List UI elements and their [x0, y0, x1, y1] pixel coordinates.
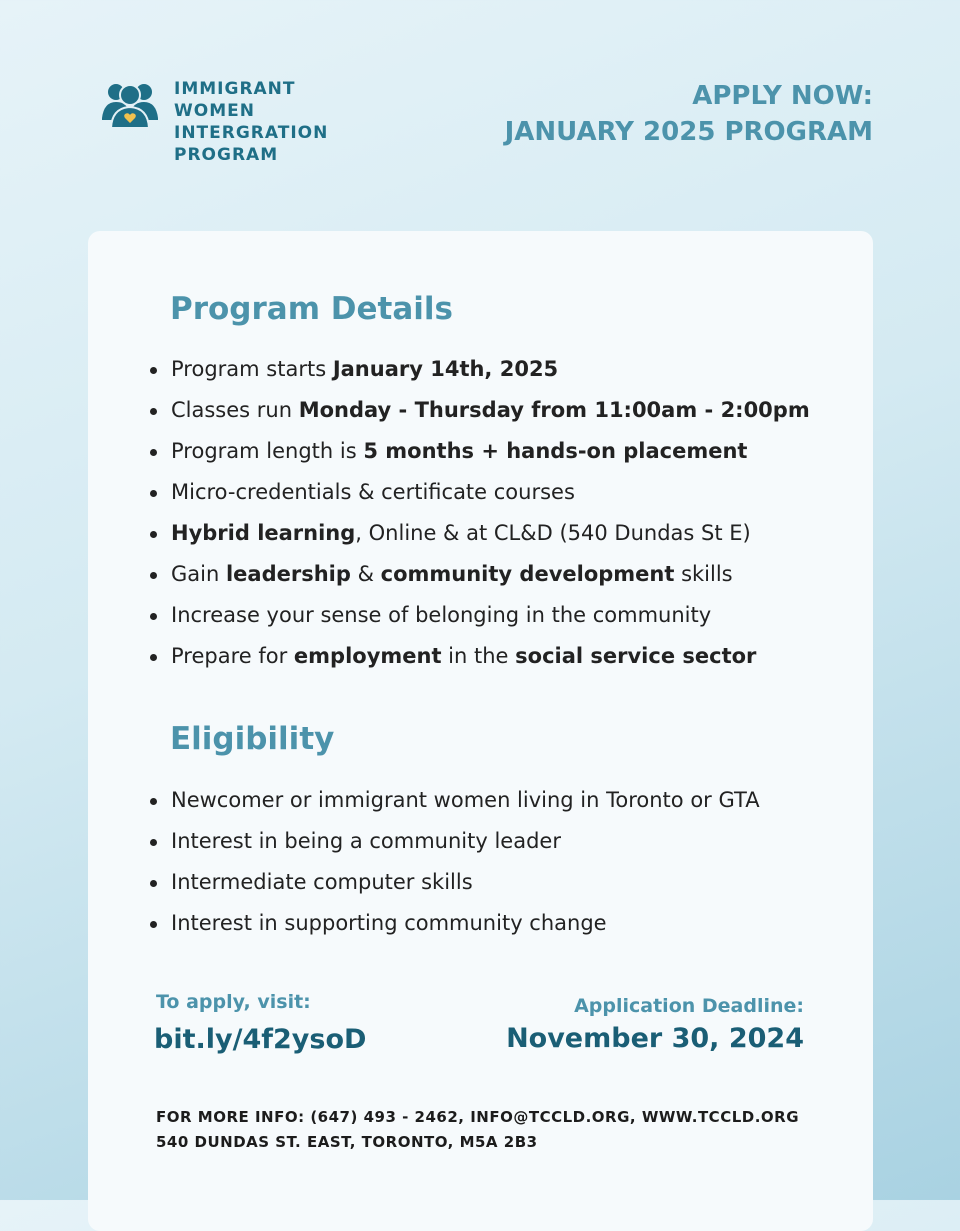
emphasis-text: Hybrid learning: [171, 521, 356, 545]
eligibility-item: [148, 862, 760, 903]
apply-label: To apply, visit:: [156, 991, 311, 1013]
eligibility-item: [148, 903, 760, 944]
emphasis-text: January 14th, 2025: [332, 357, 559, 381]
contact-info: [156, 1105, 799, 1155]
program-detail-item: [148, 595, 810, 636]
emphasis-text: community development: [380, 562, 675, 586]
program-details-list: [148, 349, 810, 677]
eligibility-title: Eligibility: [170, 721, 335, 757]
emphasis-text: leadership: [225, 562, 351, 586]
item-text: Prepare for: [171, 644, 294, 668]
program-date-line: JANUARY 2025 PROGRAM: [504, 117, 873, 147]
brand-name: [174, 78, 328, 166]
program-detail-item: [148, 431, 810, 472]
deadline-date: November 30, 2024: [506, 1023, 804, 1054]
program-detail-item: [148, 513, 810, 554]
program-details-title: Program Details: [170, 291, 453, 327]
contact-line: FOR MORE INFO: (647) 493 - 2462, INFO@TCCLD.ORG, WWW.TCCLD.ORG: [156, 1108, 800, 1126]
emphasis-text: employment: [293, 644, 442, 668]
emphasis-text: 5 months + hands-on placement: [363, 439, 748, 463]
item-text: &: [350, 562, 381, 586]
brand-line: IMMIGRANT: [174, 79, 296, 99]
info-card: [88, 231, 873, 1231]
emphasis-text: Monday - Thursday from 11:00am - 2:00pm: [298, 398, 810, 422]
deadline-label: Application Deadline:: [574, 995, 804, 1017]
program-detail-item: [148, 472, 810, 513]
item-text: Interest in being a community leader: [171, 829, 561, 853]
apply-link[interactable]: bit.ly/4f2ysoD: [154, 1024, 367, 1055]
item-text: in the: [441, 644, 516, 668]
item-text: Newcomer or immigrant women living in Toronto or GTA: [171, 788, 760, 812]
brand-line: INTERGRATION: [174, 123, 329, 143]
item-text: Program starts: [171, 357, 333, 381]
address-line: 540 DUNDAS ST. EAST, TORONTO, M5A 2B3: [156, 1133, 538, 1151]
item-text: , Online & at CL&D (540 Dundas St E): [355, 521, 751, 545]
item-text: Intermediate computer skills: [171, 870, 473, 894]
program-detail-item: [148, 554, 810, 595]
item-text: Interest in supporting community change: [171, 911, 607, 935]
program-detail-item: [148, 390, 810, 431]
program-detail-item: [148, 349, 810, 390]
item-text: Program length is: [171, 439, 364, 463]
eligibility-item: [148, 821, 760, 862]
emphasis-text: social service sector: [515, 644, 757, 668]
apply-now-line: APPLY NOW:: [692, 81, 873, 111]
apply-now-heading: [505, 78, 873, 150]
brand: [102, 78, 328, 166]
brand-line: WOMEN: [174, 101, 255, 121]
item-text: Gain: [171, 562, 226, 586]
item-text: Classes run: [171, 398, 299, 422]
brand-line: PROGRAM: [174, 145, 279, 165]
eligibility-item: [148, 780, 760, 821]
program-detail-item: [148, 636, 810, 677]
eligibility-list: [148, 780, 760, 944]
item-text: skills: [674, 562, 733, 586]
item-text: Increase your sense of belonging in the community: [171, 603, 712, 627]
people-heart-icon: [102, 78, 158, 128]
item-text: Micro-credentials & certificate courses: [171, 480, 575, 504]
